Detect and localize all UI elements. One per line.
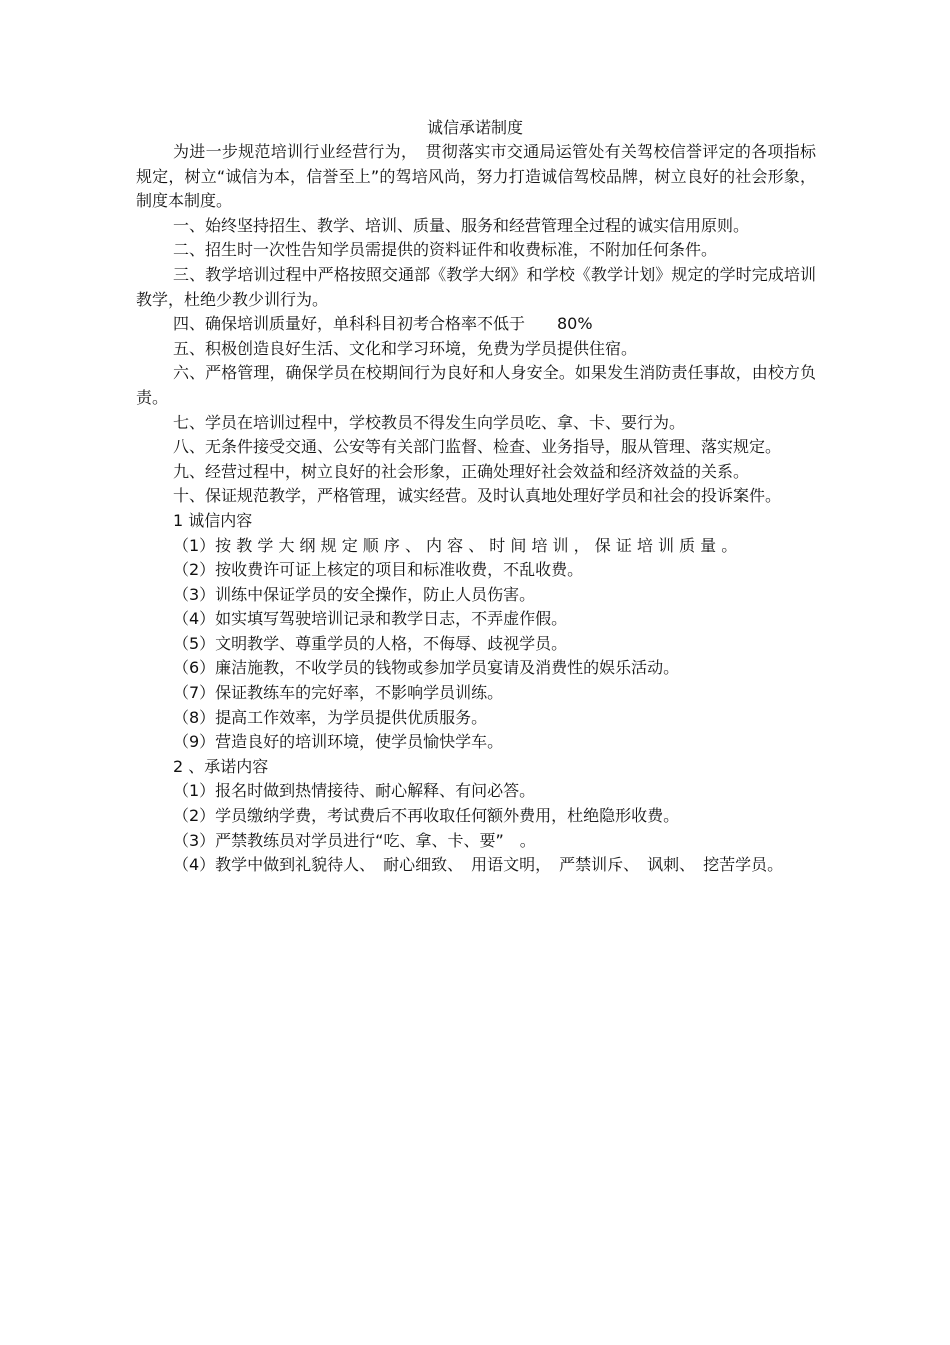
rule-8: 八、无条件接受交通、公安等有关部门监督、检查、业务指导，服从管理、落实规定。 [173, 437, 782, 457]
section-2-heading: 2 、承诺内容 [173, 756, 269, 776]
rule-1: 一、始终坚持招生、教学、培训、质量、服务和经营管理全过程的诚实信用原则。 [173, 215, 750, 235]
rule-9: 九、经营过程中，树立良好的社会形象，正确处理好社会效益和经济效益的关系。 [173, 461, 750, 481]
section-1-item: （5）文明教学、尊重学员的人格，不侮辱、歧视学员。 [173, 633, 568, 653]
section-1-heading: 1 诚信内容 [173, 510, 253, 530]
rule-2: 二、招生时一次性告知学员需提供的资料证件和收费标准，不附加任何条件。 [173, 240, 718, 260]
section-1-item: （6）廉洁施教，不收学员的钱物或参加学员宴请及消费性的娱乐活动。 [173, 658, 680, 678]
section-1-item: （1）按 教 学 大 纲 规 定 顺 序 、 内 容 、 时 间 培 训 ， 保 证 培 训 质 量 。 [173, 535, 738, 555]
intro-paragraph: 为进一步规范培训行业经营行为， 贯彻落实市交通局运管处有关驾校信誉评定的各项指标规定，树立“诚信为本，信誉至上”的驾培风尚，努力打造诚信驾校品牌，树立良好的社会形象，制度本制度。 [136, 142, 816, 211]
document-title: 诚信承诺制度 [426, 118, 523, 137]
section-1-item: （7）保证教练车的完好率，不影响学员训练。 [173, 683, 504, 703]
rule-5: 五、积极创造良好生活、文化和学习环境，免费为学员提供住宿。 [173, 338, 638, 358]
section-2-item: （1）报名时做到热情接待、耐心解释、有问必答。 [173, 781, 536, 801]
section-1-item: （2）按收费许可证上核定的项目和标准收费，不乱收费。 [173, 560, 584, 580]
rule-10: 十、保证规范教学，严格管理，诚实经营。及时认真地处理好学员和社会的投诉案件。 [173, 486, 782, 506]
section-1-item: （3）训练中保证学员的安全操作，防止人员伤害。 [173, 584, 536, 604]
document-body [136, 140, 816, 878]
section-1-item: （9）营造良好的培训环境，使学员愉快学车。 [173, 732, 504, 752]
rule-6: 六、严格管理，确保学员在校期间行为良好和人身安全。如果发生消防责任事故，由校方负责。 [136, 363, 816, 407]
section-2-item: （4）教学中做到礼貌待人、 耐心细致、 用语文明， 严禁训斥、 讽刺、 挖苦学员。 [173, 855, 784, 875]
rule-7: 七、学员在培训过程中，学校教员不得发生向学员吃、拿、卡、要行为。 [173, 412, 686, 432]
section-1-item: （4）如实填写驾驶培训记录和教学日志，不弄虚作假。 [173, 609, 568, 629]
section-2-item: （3）严禁教练员对学员进行“吃、拿、卡、要” 。 [173, 830, 536, 850]
section-1-item: （8）提高工作效率，为学员提供优质服务。 [173, 707, 488, 727]
rule-3: 三、教学培训过程中严格按照交通部《教学大纲》和学校《教学计划》规定的学时完成培训教学，杜绝少教少训行为。 [136, 264, 816, 309]
rule-4: 四、确保培训质量好，单科科目初考合格率不低于 80% [173, 314, 593, 334]
section-2-item: （2）学员缴纳学费，考试费后不再收取任何额外费用，杜绝隐形收费。 [173, 806, 680, 826]
